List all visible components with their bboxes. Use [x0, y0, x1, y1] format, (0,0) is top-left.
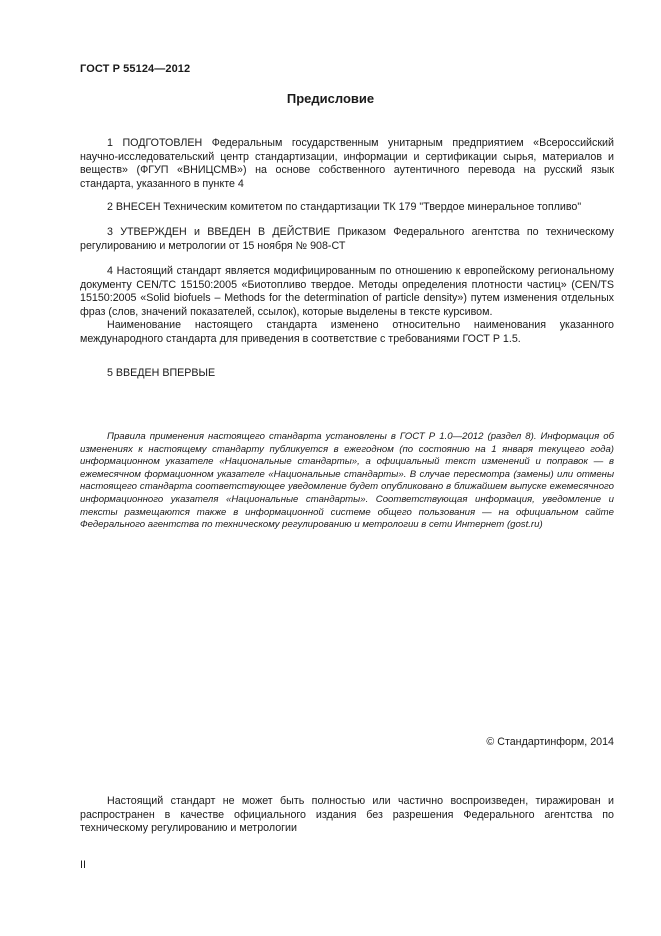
paragraph-5 — [80, 367, 614, 381]
paragraph-1-text: 1 ПОДГОТОВЛЕН Федеральным государственным унитарным предприятием «Всероссийский научно-исследовательский центр стандартизации, информации и сертификации сырья, материалов и веществ» (ФГУП «ВНИЦСМВ») на основе собственного аутентичного перевода на русский язык стандарта, указанного в пункте 4 — [80, 137, 614, 190]
paragraph-5-text: 5 ВВЕДЕН ВПЕРВЫЕ — [107, 367, 216, 379]
paragraph-4 — [80, 265, 614, 346]
paragraph-3 — [80, 226, 614, 253]
paragraph-2 — [80, 201, 614, 215]
reproduction-notice — [80, 795, 614, 836]
page-title: Предисловие — [286, 91, 375, 106]
paragraph-4-name-note: Наименование настоящего стандарта изменено относительно наименования указанного международного стандарта для приведения в соответствие с требованиями ГОСТ Р 1.5. — [80, 319, 614, 345]
reproduction-text: Настоящий стандарт не может быть полностью или частично воспроизведен, тиражирован и распространен в качестве официального издания без разрешения Федерального агентства по техническому регулированию и метрологии — [80, 795, 614, 834]
standard-code-header: ГОСТ Р 55124—2012 — [80, 63, 191, 75]
notice-text: Правила применения настоящего стандарта установлены в ГОСТ Р 1.0—2012 (раздел 8). Информация об изменениях к настоящему стандарту публикуется в ежегодном (по состоянию на 1 января текущего года) информационном указателе «Национальные стандарты», а официальный текст изменений и поправок — в ежемесячном формационном указателе «Национальные стандарты». В случае пересмотра (замены) или отмены настоящего стандарта соответствующее уведомление будет опубликовано в ближайшем выпуске ежемесячного информационного указателя «Национальные стандарты». Соответствующая информация, уведомление и тексты размещаются также в информационной системе общего пользования — на официальном сайте Федерального агентства по техническому регулированию и метрологии в сети Интернет (gost.ru) — [80, 431, 614, 531]
copyright: © Стандартинформ, 2014 — [486, 736, 614, 748]
application-rules-notice — [80, 431, 614, 532]
paragraph-3-text: 3 УТВЕРЖДЕН и ВВЕДЕН В ДЕЙСТВИЕ Приказом Федерального агентства по техническому регулированию и метрологии от 15 ноября № 908-СТ — [80, 226, 614, 252]
page-number: II — [80, 859, 86, 871]
paragraph-1 — [80, 137, 614, 191]
paragraph-2-text: 2 ВНЕСЕН Техническим комитетом по стандартизации ТК 179 "Твердое минеральное топливо" — [107, 201, 582, 213]
paragraph-4-text: 4 Настоящий стандарт является модифицированным по отношению к европейскому региональному документу CEN/TC 15150:2005 «Биотопливо твердое. Методы определения плотности частиц» (CEN/TS 15150:2005 «Solid biofuels – Methods for the determination of particle density») путем изменения отдельных фраз (слов, значений показателей, ссылок), которые выделены в тексте курсивом. — [80, 265, 614, 318]
